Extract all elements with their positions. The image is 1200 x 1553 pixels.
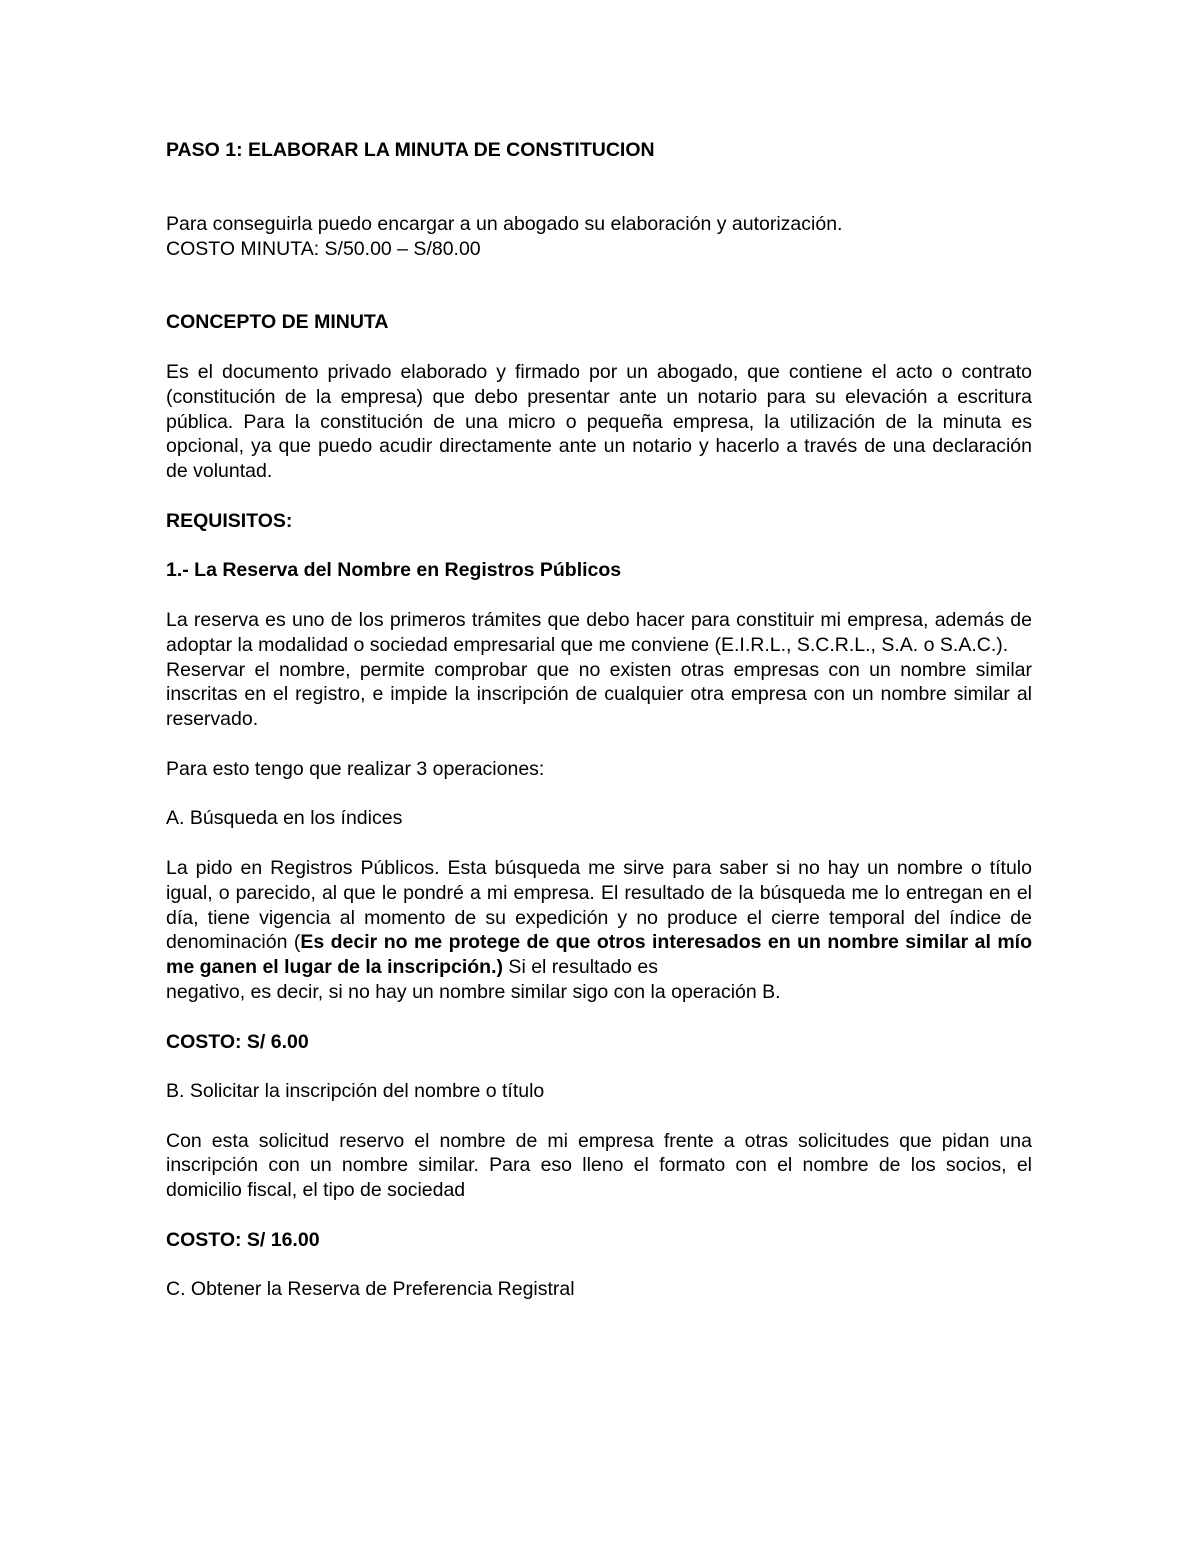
costo-b: COSTO: S/ 16.00 (166, 1228, 320, 1251)
reserva-paragraph-1: La reserva es uno de los primeros trámites que debo hacer para constituir mi empresa, además de adoptar la modalidad o sociedad empresarial que me conviene (E.I.R.L., S.C.R.L., S.A. o S.A.C.). (166, 608, 1032, 656)
intro-line: Para conseguirla puedo encargar a un abogado su elaboración y autorización. (166, 212, 843, 235)
operation-a-last-line: negativo, es decir, si no hay un nombre similar sigo con la operación B. (166, 980, 781, 1003)
concepto-paragraph: Es el documento privado elaborado y firmado por un abogado, que contiene el acto o contrato (constitución de la empresa) que debo presentar ante un notario para su elevación a escritura pública. Para la constitución de una micro o pequeña empresa, la utilización de la minuta es opcional, ya que puedo acudir directamente ante un notario y hacerlo a través de una declaración de voluntad. (166, 360, 1032, 483)
operation-a-text-start: La pido en Registros Públicos. Esta búsqueda me sirve para saber si no hay un nombre o título igual, o parecido, al que le pondré a mi empresa. El resultado de la búsqueda me lo entregan en el día, tiene vigencia al momento de su expedición y no produce el cierre temporal del índice de denominación ( (166, 856, 1032, 954)
operaciones-intro: Para esto tengo que realizar 3 operaciones: (166, 757, 545, 780)
heading-paso-1: PASO 1: ELABORAR LA MINUTA DE CONSTITUCION (166, 139, 655, 161)
operation-a-title: A. Búsqueda en los índices (166, 807, 403, 830)
heading-concepto: CONCEPTO DE MINUTA (166, 311, 389, 334)
costo-minuta-line: COSTO MINUTA: S/50.00 – S/80.00 (166, 237, 481, 260)
operation-a-paragraph (166, 856, 1032, 980)
operation-a-block (166, 856, 1032, 1005)
operation-c-title: C. Obtener la Reserva de Preferencia Registral (166, 1278, 575, 1301)
operation-b-paragraph: Con esta solicitud reservo el nombre de mi empresa frente a otras solicitudes que pidan una inscripción con un nombre similar. Para eso lleno el formato con el nombre de los socios, el domicilio fiscal, el tipo de sociedad (166, 1129, 1032, 1202)
heading-reserva: 1.- La Reserva del Nombre en Registros Públicos (166, 559, 622, 582)
reserva-paragraph-2: Reservar el nombre, permite comprobar que no existen otras empresas con un nombre similar inscritas en el registro, e impide la inscripción de cualquier otra empresa con un nombre similar al reservado. (166, 658, 1032, 731)
costo-a: COSTO: S/ 6.00 (166, 1030, 309, 1053)
reserva-block (166, 608, 1032, 732)
operation-a-text-bold: Es decir no me protege de que otros interesados en un nombre similar al mío me ganen el lugar de la inscripción.) (166, 931, 1032, 979)
heading-requisitos: REQUISITOS: (166, 509, 293, 532)
document-page (166, 138, 1032, 1302)
operation-a-text-end: Si el resultado es (503, 956, 659, 979)
intro-block (166, 212, 1032, 262)
operation-b-title: B. Solicitar la inscripción del nombre o título (166, 1080, 545, 1103)
